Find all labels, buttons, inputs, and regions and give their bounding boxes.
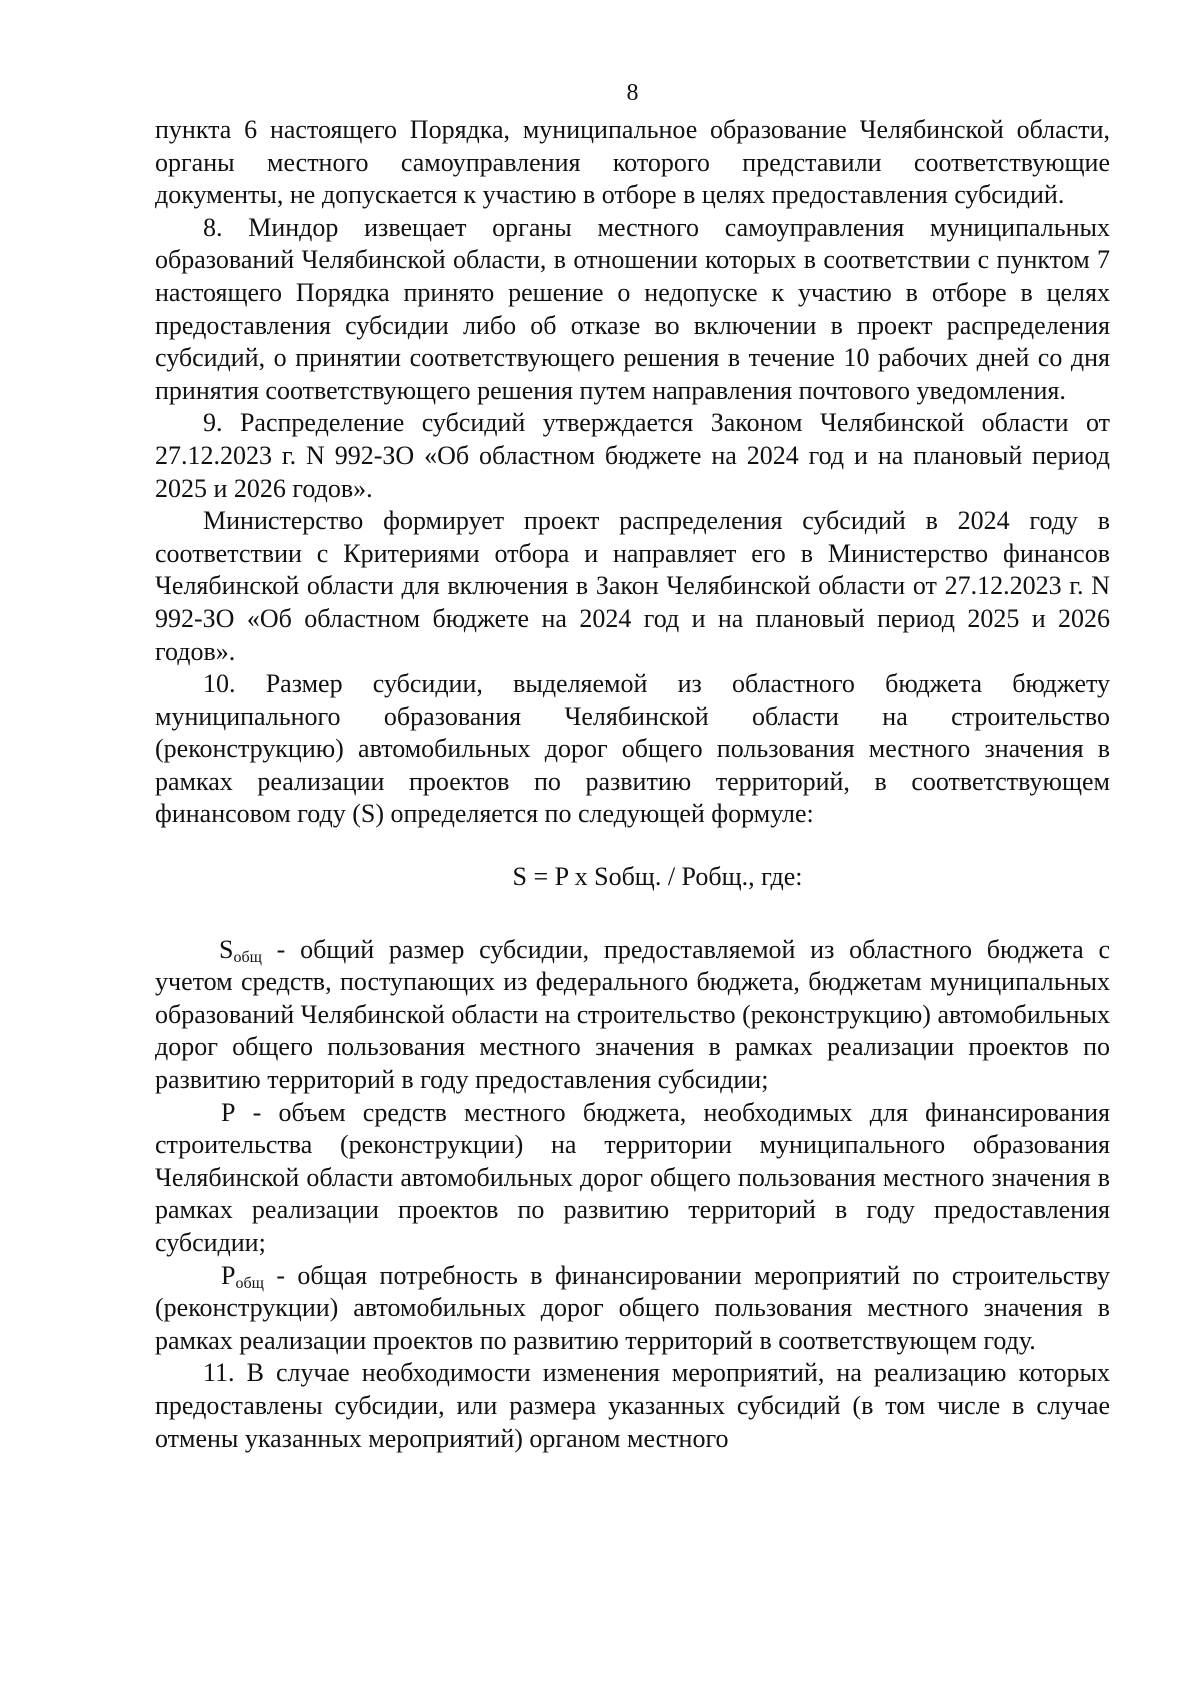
formula: S = P x Sобщ. / Робщ., где: <box>512 862 803 892</box>
symbol-r: Р <box>221 1260 236 1290</box>
paragraph-9: 9. Распределение субсидий утверждается Законом Челябинской области от 27.12.2023 г. N 992-ЗО «Об областном бюджете на 2024 год и на плановый период 2025 и 2026 годов». <box>155 408 1110 503</box>
subscript-s: общ <box>233 948 262 966</box>
paragraph-7-continuation: пункта 6 настоящего Порядка, муниципальное образование Челябинской области, органы местного самоуправления которого представили соответствующие документы, не допускается к участию в отборе в целях предоставления субсидий. <box>155 115 1110 210</box>
symbol-s: S <box>219 934 234 964</box>
definition-p: Р - объем средств местного бюджета, необходимых для финансирования строительства (реконструкции) на территории муниципального образования Челябинской области автомобильных дорог общего пользования местного значения в рамках реализации проектов по развитию территорий в году предоставления субсидии; <box>155 1097 1110 1257</box>
subscript-r: общ <box>235 1274 264 1292</box>
document-page <box>155 78 1110 1678</box>
paragraph-10: 10. Размер субсидии, выделяемой из областного бюджета бюджету муниципального образования Челябинской области на строительство (реконструкцию) автомобильных дорог общего пользования местного значения в рамках реализации проектов по развитию территорий, в соответствующем финансовом году (S) определяется по следующей формуле: <box>155 669 1110 829</box>
definition-s-text: - общий размер субсидии, предоставляемой из областного бюджета с учетом средств, поступающих из федерального бюджета, бюджетам муниципальных образований Челябинской области на строительство (реконструкцию) автомобильных дорог общего пользования местного значения в рамках реализации проектов по развитию территорий в году предоставления субсидии; <box>155 934 1110 1095</box>
page-number: 8 <box>626 80 639 106</box>
definition-r-text: - общая потребность в финансировании мероприятий по строительству (реконструкции) автомобильных дорог общего пользования местного значения в рамках реализации проектов по развитию территорий в соответствующем году. <box>155 1260 1110 1355</box>
paragraph-8: 8. Миндор извещает органы местного самоуправления муниципальных образований Челябинской области, в отношении которых в соответствии с пунктом 7 настоящего Порядка принято решение о недопуске к участию в отборе в целях предоставления субсидии либо об отказе во включении в проект распределения субсидий, о принятии соответствующего решения в течение 10 рабочих дней со дня принятия соответствующего решения путем направления почтового уведомления. <box>155 212 1110 405</box>
paragraph-11: 11. В случае необходимости изменения мероприятий, на реализацию которых предоставлены субсидии, или размера указанных субсидий (в том числе в случае отмены указанных мероприятий) органом местного <box>155 1358 1110 1453</box>
definition-s-total <box>155 934 1110 1097</box>
paragraph-ministry: Министерство формирует проект распределения субсидий в 2024 году в соответствии с Критериями отбора и направляет его в Министерство финансов Челябинской области для включения в Закон Челябинской области от 27.12.2023 г. N 992-ЗО «Об областном бюджете на 2024 год и на плановый период 2025 и 2026 годов». <box>155 506 1110 666</box>
definition-r-total <box>155 1260 1110 1358</box>
